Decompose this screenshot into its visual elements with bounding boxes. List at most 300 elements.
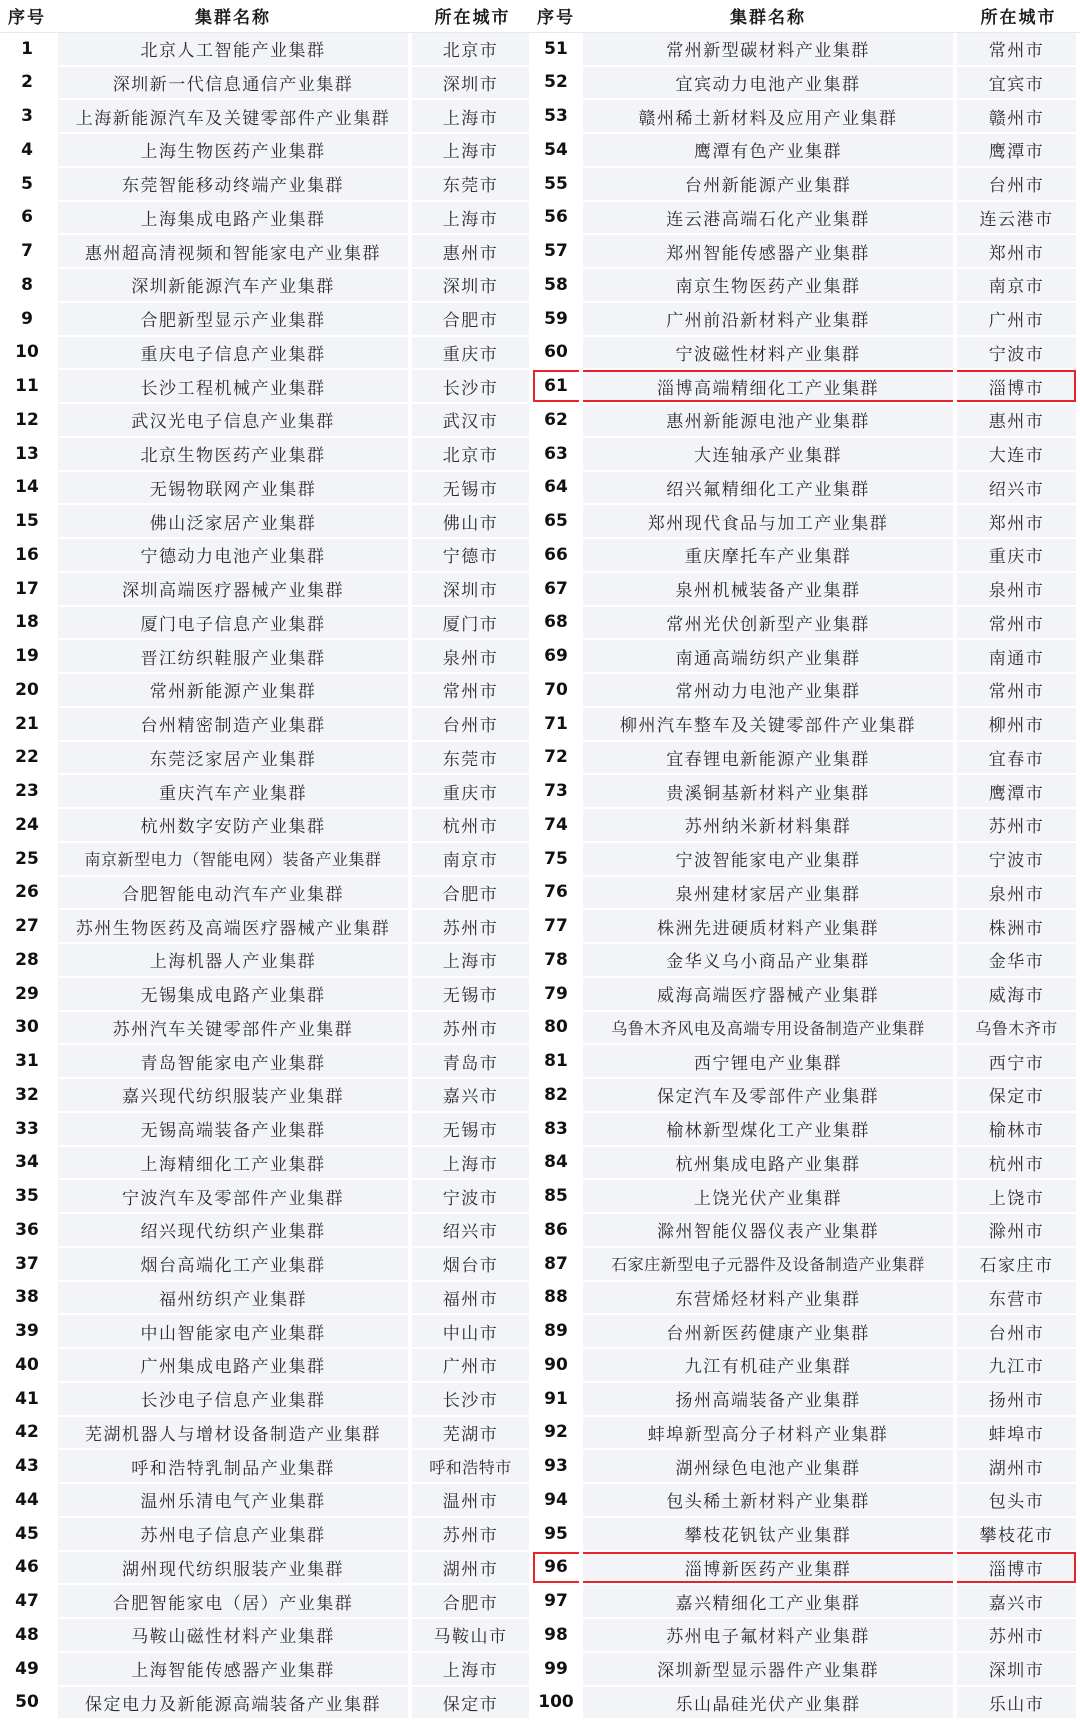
table-row xyxy=(0,607,533,641)
city-name: 烟台市 xyxy=(412,1248,533,1282)
city-name: 重庆市 xyxy=(412,337,533,371)
city-name: 泉州市 xyxy=(957,573,1080,607)
city-name: 宁波市 xyxy=(957,337,1080,371)
header-index: 序号 xyxy=(533,0,579,33)
cluster-name: 常州新能源产业集群 xyxy=(54,674,412,708)
cluster-name: 广州前沿新材料产业集群 xyxy=(579,303,957,337)
row-index: 70 xyxy=(533,674,579,708)
table-row xyxy=(0,640,533,674)
header-index: 序号 xyxy=(0,0,54,33)
city-name: 扬州市 xyxy=(957,1383,1080,1417)
table-row xyxy=(0,100,533,134)
row-index: 47 xyxy=(0,1585,54,1619)
city-name: 福州市 xyxy=(412,1282,533,1316)
row-index: 23 xyxy=(0,775,54,809)
table-row xyxy=(533,303,1080,337)
row-index: 33 xyxy=(0,1113,54,1147)
cluster-name: 贵溪铜基新材料产业集群 xyxy=(579,775,957,809)
cluster-name: 苏州电子信息产业集群 xyxy=(54,1518,412,1552)
row-index: 58 xyxy=(533,269,579,303)
cluster-name: 蚌埠新型高分子材料产业集群 xyxy=(579,1417,957,1451)
table-row xyxy=(533,438,1080,472)
table-row xyxy=(0,438,533,472)
city-name: 合肥市 xyxy=(412,1585,533,1619)
city-name: 中山市 xyxy=(412,1315,533,1349)
row-index: 54 xyxy=(533,134,579,168)
row-index: 64 xyxy=(533,472,579,506)
cluster-name: 常州动力电池产业集群 xyxy=(579,674,957,708)
city-name: 赣州市 xyxy=(957,100,1080,134)
cluster-name: 温州乐清电气产业集群 xyxy=(54,1484,412,1518)
row-index: 81 xyxy=(533,1045,579,1079)
row-index: 27 xyxy=(0,910,54,944)
cluster-name: 宁波汽车及零部件产业集群 xyxy=(54,1180,412,1214)
row-index: 97 xyxy=(533,1585,579,1619)
row-index: 44 xyxy=(0,1484,54,1518)
city-name: 东莞市 xyxy=(412,742,533,776)
cluster-name: 嘉兴现代纺织服装产业集群 xyxy=(54,1079,412,1113)
cluster-name: 北京人工智能产业集群 xyxy=(54,33,412,67)
table-row xyxy=(533,1282,1080,1316)
table-row xyxy=(0,944,533,978)
cluster-name: 广州集成电路产业集群 xyxy=(54,1349,412,1383)
row-index: 26 xyxy=(0,877,54,911)
table-row xyxy=(533,573,1080,607)
row-index: 39 xyxy=(0,1315,54,1349)
cluster-name: 大连轴承产业集群 xyxy=(579,438,957,472)
city-name: 淄博市 xyxy=(957,1552,1080,1586)
table-row xyxy=(533,1484,1080,1518)
row-index: 66 xyxy=(533,539,579,573)
city-name: 合肥市 xyxy=(412,877,533,911)
row-index: 25 xyxy=(0,843,54,877)
row-index: 11 xyxy=(0,370,54,404)
city-name: 上海市 xyxy=(412,134,533,168)
cluster-name: 保定汽车及零部件产业集群 xyxy=(579,1079,957,1113)
row-index: 40 xyxy=(0,1349,54,1383)
city-name: 苏州市 xyxy=(957,809,1080,843)
table-row xyxy=(0,877,533,911)
table-row xyxy=(533,404,1080,438)
cluster-table-left xyxy=(0,0,533,1720)
row-index: 29 xyxy=(0,978,54,1012)
cluster-name: 重庆汽车产业集群 xyxy=(54,775,412,809)
table-row xyxy=(0,404,533,438)
table-row xyxy=(0,775,533,809)
city-name: 合肥市 xyxy=(412,303,533,337)
city-name: 呼和浩特市 xyxy=(412,1450,533,1484)
row-index: 46 xyxy=(0,1552,54,1586)
city-name: 郑州市 xyxy=(957,505,1080,539)
cluster-name: 深圳新一代信息通信产业集群 xyxy=(54,67,412,101)
cluster-name: 深圳新能源汽车产业集群 xyxy=(54,269,412,303)
city-name: 九江市 xyxy=(957,1349,1080,1383)
cluster-name: 深圳高端医疗器械产业集群 xyxy=(54,573,412,607)
cluster-name: 东莞智能移动终端产业集群 xyxy=(54,168,412,202)
table-row xyxy=(533,1180,1080,1214)
table-row xyxy=(533,370,1080,404)
table-row xyxy=(533,1383,1080,1417)
cluster-name: 芜湖机器人与增材设备制造产业集群 xyxy=(54,1417,412,1451)
city-name: 乌鲁木齐市 xyxy=(957,1012,1080,1046)
cluster-name: 无锡集成电路产业集群 xyxy=(54,978,412,1012)
table-row xyxy=(533,877,1080,911)
city-name: 惠州市 xyxy=(412,235,533,269)
row-index: 93 xyxy=(533,1450,579,1484)
table-row xyxy=(0,1180,533,1214)
row-index: 83 xyxy=(533,1113,579,1147)
cluster-name: 连云港高端石化产业集群 xyxy=(579,202,957,236)
city-name: 厦门市 xyxy=(412,607,533,641)
row-index: 57 xyxy=(533,235,579,269)
cluster-name: 九江有机硅产业集群 xyxy=(579,1349,957,1383)
table-row xyxy=(0,1147,533,1181)
cluster-name: 马鞍山磁性材料产业集群 xyxy=(54,1619,412,1653)
row-index: 56 xyxy=(533,202,579,236)
row-index: 16 xyxy=(0,539,54,573)
row-index: 95 xyxy=(533,1518,579,1552)
table-row xyxy=(0,1315,533,1349)
table-row xyxy=(533,1079,1080,1113)
city-name: 湖州市 xyxy=(957,1450,1080,1484)
row-index: 78 xyxy=(533,944,579,978)
table-row xyxy=(0,370,533,404)
table-row xyxy=(0,1079,533,1113)
row-index: 100 xyxy=(533,1687,579,1720)
table-row xyxy=(0,708,533,742)
table-row xyxy=(533,607,1080,641)
cluster-name: 石家庄新型电子元器件及设备制造产业集群 xyxy=(579,1248,957,1282)
cluster-name: 郑州智能传感器产业集群 xyxy=(579,235,957,269)
table-row xyxy=(0,134,533,168)
city-name: 重庆市 xyxy=(412,775,533,809)
cluster-name: 鹰潭有色产业集群 xyxy=(579,134,957,168)
city-name: 柳州市 xyxy=(957,708,1080,742)
city-name: 无锡市 xyxy=(412,978,533,1012)
city-name: 宁波市 xyxy=(412,1180,533,1214)
table-row xyxy=(0,303,533,337)
row-index: 17 xyxy=(0,573,54,607)
cluster-name: 合肥智能电动汽车产业集群 xyxy=(54,877,412,911)
row-index: 84 xyxy=(533,1147,579,1181)
row-index: 28 xyxy=(0,944,54,978)
city-name: 深圳市 xyxy=(412,67,533,101)
header-city: 所在城市 xyxy=(957,0,1080,33)
cluster-name: 攀枝花钒钛产业集群 xyxy=(579,1518,957,1552)
city-name: 上海市 xyxy=(412,1147,533,1181)
row-index: 38 xyxy=(0,1282,54,1316)
cluster-name: 南京新型电力（智能电网）装备产业集群 xyxy=(54,843,412,877)
cluster-name: 无锡物联网产业集群 xyxy=(54,472,412,506)
table-row xyxy=(0,1484,533,1518)
city-name: 宁德市 xyxy=(412,539,533,573)
table-row xyxy=(533,1248,1080,1282)
table-row xyxy=(0,809,533,843)
cluster-name: 西宁锂电产业集群 xyxy=(579,1045,957,1079)
city-name: 温州市 xyxy=(412,1484,533,1518)
cluster-name: 苏州电子氟材料产业集群 xyxy=(579,1619,957,1653)
city-name: 上海市 xyxy=(412,944,533,978)
row-index: 13 xyxy=(0,438,54,472)
city-name: 长沙市 xyxy=(412,370,533,404)
cluster-name: 榆林新型煤化工产业集群 xyxy=(579,1113,957,1147)
table-row xyxy=(533,472,1080,506)
cluster-name: 滁州智能仪器仪表产业集群 xyxy=(579,1214,957,1248)
row-index: 80 xyxy=(533,1012,579,1046)
city-name: 包头市 xyxy=(957,1484,1080,1518)
row-index: 7 xyxy=(0,235,54,269)
city-name: 南京市 xyxy=(957,269,1080,303)
city-name: 南通市 xyxy=(957,640,1080,674)
cluster-name: 常州新型碳材料产业集群 xyxy=(579,33,957,67)
city-name: 金华市 xyxy=(957,944,1080,978)
row-index: 53 xyxy=(533,100,579,134)
cluster-name: 台州新能源产业集群 xyxy=(579,168,957,202)
cluster-name: 重庆电子信息产业集群 xyxy=(54,337,412,371)
row-index: 50 xyxy=(0,1687,54,1720)
table-row xyxy=(533,505,1080,539)
table-row xyxy=(533,708,1080,742)
row-index: 35 xyxy=(0,1180,54,1214)
table-row xyxy=(0,168,533,202)
cluster-name: 武汉光电子信息产业集群 xyxy=(54,404,412,438)
cluster-name: 上海集成电路产业集群 xyxy=(54,202,412,236)
city-name: 常州市 xyxy=(957,33,1080,67)
row-index: 2 xyxy=(0,67,54,101)
city-name: 湖州市 xyxy=(412,1552,533,1586)
row-index: 63 xyxy=(533,438,579,472)
city-name: 长沙市 xyxy=(412,1383,533,1417)
table-row xyxy=(533,1045,1080,1079)
city-name: 芜湖市 xyxy=(412,1417,533,1451)
table-row xyxy=(533,235,1080,269)
cluster-name: 杭州数字安防产业集群 xyxy=(54,809,412,843)
table-row xyxy=(533,134,1080,168)
row-index: 82 xyxy=(533,1079,579,1113)
row-index: 21 xyxy=(0,708,54,742)
row-index: 37 xyxy=(0,1248,54,1282)
row-index: 6 xyxy=(0,202,54,236)
city-name: 重庆市 xyxy=(957,539,1080,573)
row-index: 98 xyxy=(533,1619,579,1653)
table-row xyxy=(0,202,533,236)
table-row xyxy=(533,269,1080,303)
cluster-name: 柳州汽车整车及关键零部件产业集群 xyxy=(579,708,957,742)
table-row xyxy=(533,1450,1080,1484)
row-index: 10 xyxy=(0,337,54,371)
cluster-name: 台州新医药健康产业集群 xyxy=(579,1315,957,1349)
cluster-name: 上饶光伏产业集群 xyxy=(579,1180,957,1214)
city-name: 宁波市 xyxy=(957,843,1080,877)
header-name: 集群名称 xyxy=(579,0,957,33)
row-index: 76 xyxy=(533,877,579,911)
city-name: 无锡市 xyxy=(412,1113,533,1147)
city-name: 东营市 xyxy=(957,1282,1080,1316)
city-name: 鹰潭市 xyxy=(957,775,1080,809)
cluster-name: 宁波磁性材料产业集群 xyxy=(579,337,957,371)
row-index: 88 xyxy=(533,1282,579,1316)
row-index: 48 xyxy=(0,1619,54,1653)
city-name: 深圳市 xyxy=(412,269,533,303)
row-index: 91 xyxy=(533,1383,579,1417)
city-name: 上海市 xyxy=(412,1653,533,1687)
table-row xyxy=(533,1619,1080,1653)
row-index: 45 xyxy=(0,1518,54,1552)
table-row xyxy=(533,33,1080,67)
table-row xyxy=(533,1552,1080,1586)
table-row xyxy=(533,1518,1080,1552)
city-name: 东莞市 xyxy=(412,168,533,202)
row-index: 67 xyxy=(533,573,579,607)
row-index: 30 xyxy=(0,1012,54,1046)
table-row xyxy=(533,1214,1080,1248)
city-name: 常州市 xyxy=(957,674,1080,708)
city-name: 泉州市 xyxy=(957,877,1080,911)
cluster-name: 长沙电子信息产业集群 xyxy=(54,1383,412,1417)
table-row xyxy=(533,168,1080,202)
cluster-name: 南京生物医药产业集群 xyxy=(579,269,957,303)
cluster-name: 中山智能家电产业集群 xyxy=(54,1315,412,1349)
cluster-name: 绍兴现代纺织产业集群 xyxy=(54,1214,412,1248)
row-index: 85 xyxy=(533,1180,579,1214)
table-row xyxy=(0,505,533,539)
row-index: 9 xyxy=(0,303,54,337)
table-row xyxy=(533,1147,1080,1181)
table-row xyxy=(533,742,1080,776)
row-index: 72 xyxy=(533,742,579,776)
city-name: 保定市 xyxy=(957,1079,1080,1113)
row-index: 32 xyxy=(0,1079,54,1113)
row-index: 59 xyxy=(533,303,579,337)
city-name: 宜宾市 xyxy=(957,67,1080,101)
city-name: 株洲市 xyxy=(957,910,1080,944)
city-name: 保定市 xyxy=(412,1687,533,1720)
row-index: 12 xyxy=(0,404,54,438)
row-index: 55 xyxy=(533,168,579,202)
city-name: 无锡市 xyxy=(412,472,533,506)
city-name: 榆林市 xyxy=(957,1113,1080,1147)
table-row xyxy=(533,674,1080,708)
city-name: 马鞍山市 xyxy=(412,1619,533,1653)
city-name: 广州市 xyxy=(957,303,1080,337)
table-row xyxy=(533,944,1080,978)
row-index: 3 xyxy=(0,100,54,134)
city-name: 武汉市 xyxy=(412,404,533,438)
city-name: 石家庄市 xyxy=(957,1248,1080,1282)
table-row xyxy=(0,337,533,371)
cluster-name: 常州光伏创新型产业集群 xyxy=(579,607,957,641)
table-row xyxy=(533,1349,1080,1383)
table-row xyxy=(0,843,533,877)
city-name: 常州市 xyxy=(412,674,533,708)
city-name: 威海市 xyxy=(957,978,1080,1012)
table-row xyxy=(533,910,1080,944)
row-index: 51 xyxy=(533,33,579,67)
table-row xyxy=(533,1687,1080,1720)
cluster-name: 北京生物医药产业集群 xyxy=(54,438,412,472)
table-row xyxy=(533,100,1080,134)
city-name: 北京市 xyxy=(412,33,533,67)
row-index: 86 xyxy=(533,1214,579,1248)
city-name: 台州市 xyxy=(412,708,533,742)
table-row xyxy=(533,843,1080,877)
table-row xyxy=(0,1113,533,1147)
row-index: 99 xyxy=(533,1653,579,1687)
city-name: 佛山市 xyxy=(412,505,533,539)
row-index: 4 xyxy=(0,134,54,168)
city-name: 青岛市 xyxy=(412,1045,533,1079)
table-row xyxy=(533,1315,1080,1349)
table-row xyxy=(0,1619,533,1653)
table-row xyxy=(533,1113,1080,1147)
cluster-table-right xyxy=(533,0,1080,1720)
city-name: 深圳市 xyxy=(412,573,533,607)
city-name: 北京市 xyxy=(412,438,533,472)
table-row xyxy=(0,1585,533,1619)
row-index: 22 xyxy=(0,742,54,776)
city-name: 深圳市 xyxy=(957,1653,1080,1687)
cluster-name: 绍兴氟精细化工产业集群 xyxy=(579,472,957,506)
cluster-name: 包头稀土新材料产业集群 xyxy=(579,1484,957,1518)
city-name: 南京市 xyxy=(412,843,533,877)
table-row xyxy=(533,1417,1080,1451)
table-row xyxy=(533,809,1080,843)
row-index: 36 xyxy=(0,1214,54,1248)
row-index: 68 xyxy=(533,607,579,641)
cluster-name: 惠州超高清视频和智能家电产业集群 xyxy=(54,235,412,269)
cluster-name: 泉州建材家居产业集群 xyxy=(579,877,957,911)
row-index: 87 xyxy=(533,1248,579,1282)
row-index: 24 xyxy=(0,809,54,843)
cluster-name: 合肥新型显示产业集群 xyxy=(54,303,412,337)
table-row xyxy=(533,978,1080,1012)
row-index: 49 xyxy=(0,1653,54,1687)
city-name: 绍兴市 xyxy=(412,1214,533,1248)
table-row xyxy=(0,1012,533,1046)
table-row xyxy=(0,1282,533,1316)
cluster-table-right-body xyxy=(533,33,1080,1720)
table-row xyxy=(0,1349,533,1383)
cluster-name: 苏州汽车关键零部件产业集群 xyxy=(54,1012,412,1046)
table-row xyxy=(0,1383,533,1417)
city-name: 连云港市 xyxy=(957,202,1080,236)
table-row xyxy=(0,472,533,506)
table-row xyxy=(533,202,1080,236)
row-index: 77 xyxy=(533,910,579,944)
cluster-name: 烟台高端化工产业集群 xyxy=(54,1248,412,1282)
header-name: 集群名称 xyxy=(54,0,412,33)
table-header-row xyxy=(0,0,533,33)
table-row xyxy=(0,1518,533,1552)
cluster-name: 长沙工程机械产业集群 xyxy=(54,370,412,404)
cluster-name: 惠州新能源电池产业集群 xyxy=(579,404,957,438)
table-row xyxy=(533,1585,1080,1619)
city-name: 广州市 xyxy=(412,1349,533,1383)
cluster-table-left-body xyxy=(0,33,533,1720)
cluster-name: 台州精密制造产业集群 xyxy=(54,708,412,742)
cluster-name: 南通高端纺织产业集群 xyxy=(579,640,957,674)
row-index: 15 xyxy=(0,505,54,539)
row-index: 90 xyxy=(533,1349,579,1383)
table-row xyxy=(0,539,533,573)
cluster-name: 东莞泛家居产业集群 xyxy=(54,742,412,776)
cluster-name: 湖州绿色电池产业集群 xyxy=(579,1450,957,1484)
cluster-name: 上海智能传感器产业集群 xyxy=(54,1653,412,1687)
cluster-name: 威海高端医疗器械产业集群 xyxy=(579,978,957,1012)
row-index: 43 xyxy=(0,1450,54,1484)
table-row xyxy=(0,742,533,776)
table-row xyxy=(533,539,1080,573)
